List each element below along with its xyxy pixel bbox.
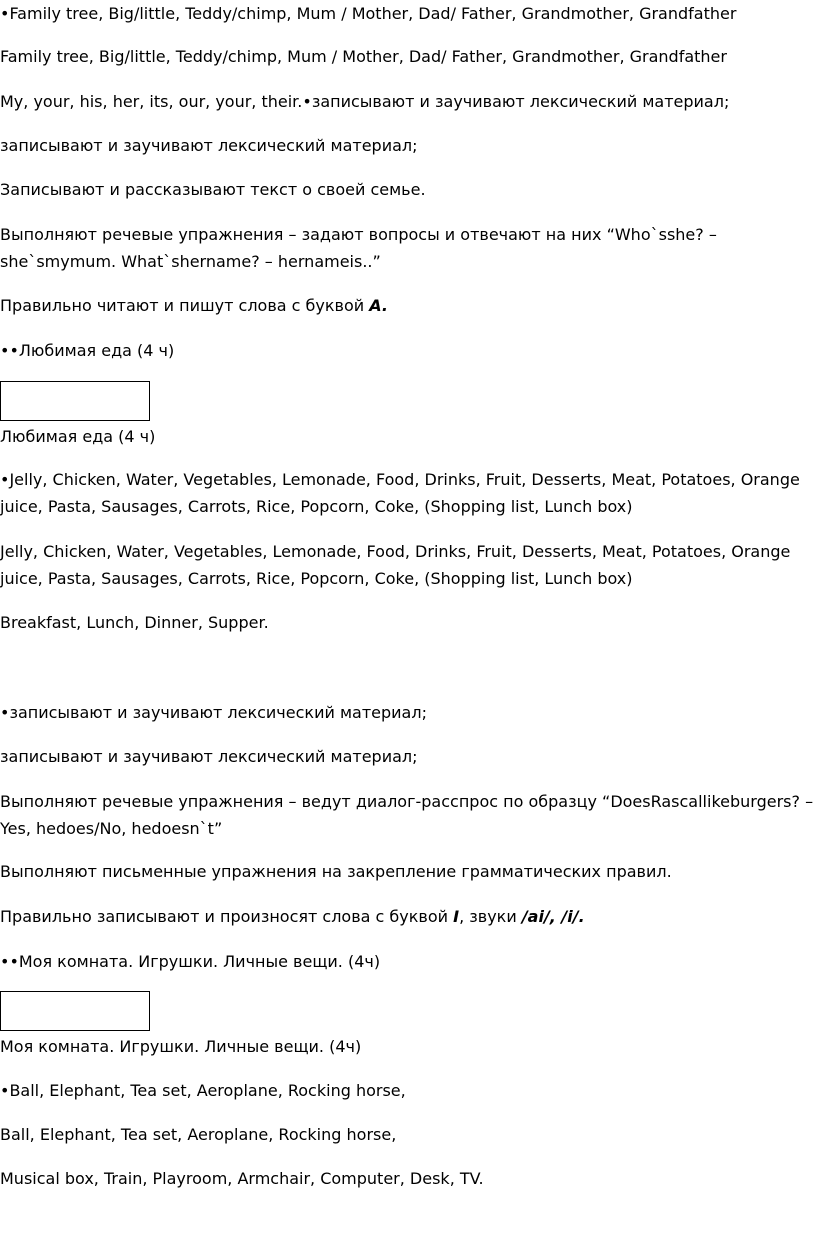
vocab-family-bullet: •Family tree, Big/little, Teddy/chimp, Mum / Mother, Dad/ Father, Grandmother, Grandfather xyxy=(0,4,737,23)
vocab-food: Jelly, Chicken, Water, Vegetables, Lemonade, Food, Drinks, Fruit, Desserts, Meat, Potatoes, Orange juice, Pasta, Sausages, Carrots, Rice, Popcorn, Coke, (Shopping list, Lunch box) xyxy=(0,542,791,588)
letter-a: A. xyxy=(369,296,389,315)
letter-i-text: Правильно записывают и произносят слова с буквой xyxy=(0,907,454,926)
section-heading-food: Любимая еда (4 ч) xyxy=(0,427,156,446)
letter-a-text: Правильно читают и пишут слова с буквой xyxy=(0,296,370,315)
activity-write-vocab: записывают и заучивают лексический материал; xyxy=(0,136,418,155)
vocab-food-bullet: •Jelly, Chicken, Water, Vegetables, Lemonade, Food, Drinks, Fruit, Desserts, Meat, Potatoes, Orange juice, Pasta, Sausages, Carrots, Rice, Popcorn, Coke, (Shopping list, Lunch box) xyxy=(0,470,800,516)
section-heading-room-bullet: ••Моя комната. Игрушки. Личные вещи. (4ч) xyxy=(0,952,381,971)
section-heading-food-bullet: ••Любимая еда (4 ч) xyxy=(0,341,175,360)
vocab-room-items: Musical box, Train, Playroom, Armchair, Computer, Desk, TV. xyxy=(0,1169,484,1188)
activity-letter-a xyxy=(0,292,814,319)
vocab-pronouns: My, your, his, her, its, our, your, their.•записывают и заучивают лексический материал; xyxy=(0,92,730,111)
vocab-family: Family tree, Big/little, Teddy/chimp, Mum / Mother, Dad/ Father, Grandmother, Grandfather xyxy=(0,47,727,66)
activity-family-text: Записывают и рассказывают текст о своей семье. xyxy=(0,180,426,199)
activity-write-vocab-bullet: •записывают и заучивают лексический материал; xyxy=(0,703,427,722)
empty-cell-box xyxy=(0,381,150,421)
activity-write-vocab-2: записывают и заучивают лексический материал; xyxy=(0,747,418,766)
activity-letter-i xyxy=(0,903,814,930)
vocab-meals: Breakfast, Lunch, Dinner, Supper. xyxy=(0,613,269,632)
vocab-toys: Ball, Elephant, Tea set, Aeroplane, Rocking horse, xyxy=(0,1125,397,1144)
activity-speech-exercises: Выполняют речевые упражнения – задают вопросы и отвечают на них “Who`sshe? – she`smymum. What`shername? – hernameis..” xyxy=(0,225,717,271)
section-heading-room: Моя комната. Игрушки. Личные вещи. (4ч) xyxy=(0,1037,362,1056)
empty-cell-box-2 xyxy=(0,991,150,1031)
letter-i-sounds: /ai/, /i/. xyxy=(521,907,585,926)
activity-grammar: Выполняют письменные упражнения на закрепление грамматических правил. xyxy=(0,862,672,881)
vocab-toys-bullet: •Ball, Elephant, Tea set, Aeroplane, Rocking horse, xyxy=(0,1081,406,1100)
letter-i: I xyxy=(453,907,460,926)
letter-i-sounds-label: , звуки xyxy=(459,907,522,926)
activity-dialogue: Выполняют речевые упражнения – ведут диалог-расспрос по образцу “DoesRascallikeburgers? – Yes, hedoes/No, hedoesn`t” xyxy=(0,792,814,838)
